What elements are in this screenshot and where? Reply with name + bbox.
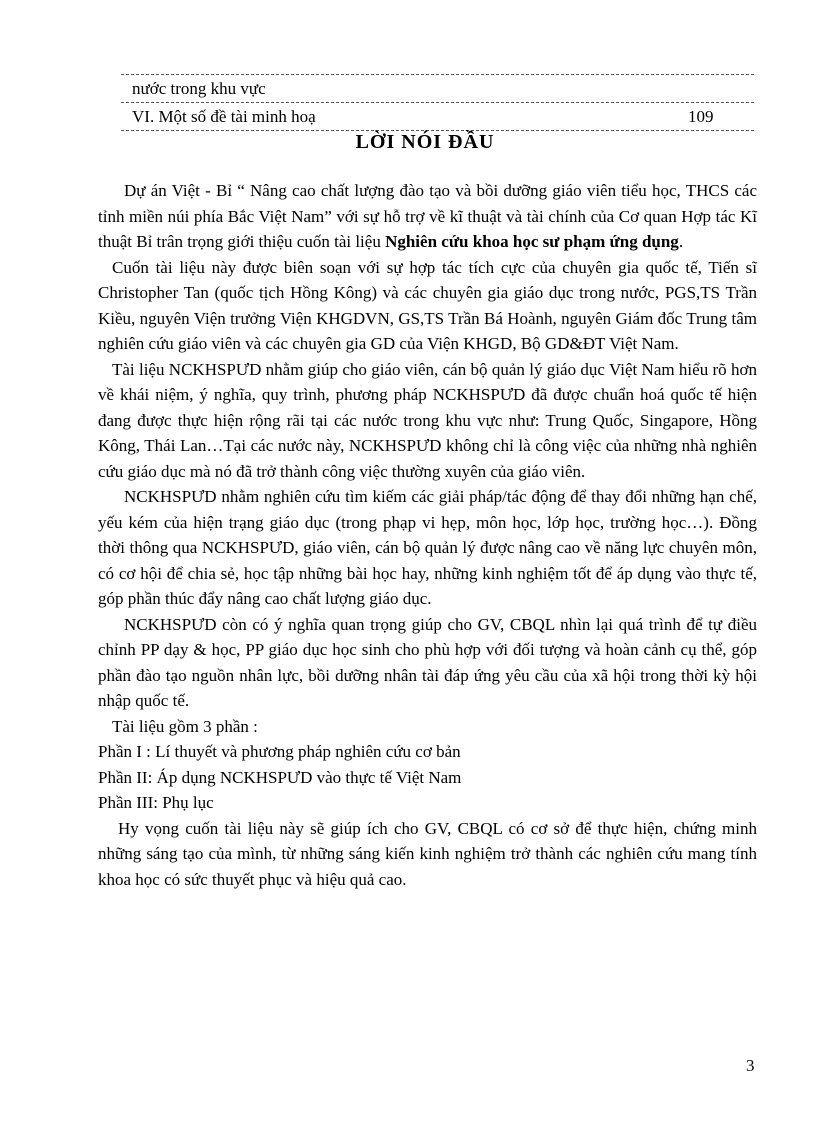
- page-title: LỜI NÓI ĐẦU: [355, 131, 495, 153]
- paragraph-intro-end: .: [678, 232, 684, 251]
- table-of-contents-fragment: [121, 74, 754, 131]
- toc-row: [121, 74, 754, 102]
- toc-entry-text: VI. Một số đề tài minh hoạ: [132, 107, 316, 126]
- list-item-part-3: Phần III: Phụ lục: [98, 793, 214, 812]
- paragraph-closing: Hy vọng cuốn tài liệu này sẽ giúp ích cho GV, CBQL có cơ sở để thực hiện, chứng minh những sáng tạo của mình, từ những sáng kiến kinh nghiệm trở thành các nghiên cứu mang tính khoa học có sức thuyết phục và hiệu quả cao.: [98, 818, 757, 889]
- paragraph-structure: Tài liệu gồm 3 phần :: [112, 716, 258, 736]
- paragraph-goals: NCKHSPƯD nhằm nghiên cứu tìm kiếm các giải pháp/tác động để thay đổi những hạn chế, yếu kém của hiện trạng giáo dục (trong phạp vi hẹp, môn học, lớp học, trường học…). Đồng thời thông qua NCKHSPƯD, giáo viên, cán bộ quản lý được nâng cao về năng lực chuyên môn, có cơ hội để chia sẻ, học tập những bài học hay, những kinh nghiệm tốt để áp dụng vào thực tế, góp phần thúc đẩy nâng cao chất lượng giáo dục.: [98, 487, 757, 608]
- list-item-part-2: Phần II: Áp dụng NCKHSPƯD vào thực tế Việt Nam: [98, 767, 462, 787]
- list-item-part-1: Phần I : Lí thuyết và phương pháp nghiên cứu cơ bản: [98, 742, 461, 761]
- toc-entry-page: 109: [688, 107, 714, 126]
- book-title-emphasis: Nghiên cứu khoa học sư phạm ứng dụng: [385, 232, 679, 251]
- toc-row: [121, 102, 754, 131]
- paragraph-significance: NCKHSPƯD còn có ý nghĩa quan trọng giúp cho GV, CBQL nhìn lại quá trình để tự điều chỉnh PP dạy & học, PP giáo dục học sinh cho phù hợp với đối tượng và hoàn cảnh cụ thể, góp phần đào tạo nguồn nhân lực, bồi dưỡng nhân tài đáp ứng yêu cầu của xã hội trong thời kỳ hội nhập quốc tế.: [98, 614, 757, 710]
- paragraph-intro-text: Dự án Việt - Bỉ “ Nâng cao chất lượng đào tạo và bồi dưỡng giáo viên tiểu học, THCS các tỉnh miền núi phía Bắc Việt Nam” với sự hỗ trợ về kĩ thuật và tài chính của Cơ quan Hợp tác Kĩ thuật Bỉ trân trọng giới thiệu cuốn tài liệu: [98, 181, 757, 251]
- paragraph-purpose: Tài liệu NCKHSPƯD nhằm giúp cho giáo viên, cán bộ quản lý giáo dục Việt Nam hiểu rõ hơn về khái niệm, ý nghĩa, quy trình, phương pháp NCKHSPƯD đã được chuẩn hoá quốc tế hiện đang được thực hiện rộng rãi tại các nước trong khu vực như: Trung Quốc, Singapore, Hồng Kông, Thái Lan…Tại các nước này, NCKHSPƯD không chỉ là công việc của những nhà nghiên cứu giáo dục mà nó đã trở thành công việc thường xuyên của giáo viên.: [98, 359, 757, 481]
- page-number: 3: [746, 1056, 755, 1075]
- toc-entry-text: nước trong khu vực: [132, 79, 266, 98]
- paragraph-authors: Cuốn tài liệu này được biên soạn với sự hợp tác tích cực của chuyên gia quốc tế, Tiến sĩ Christopher Tan (quốc tịch Hồng Kông) và các chuyên gia giáo dục trong nước, PGS,TS Trần Kiều, nguyên Viện trưởng Viện KHGDVN, GS,TS Trần Bá Hoành, nguyên Giám đốc Trung tâm nghiên cứu giáo viên và các chuyên gia GD của Viện KHGD, Bộ GD&ĐT Việt Nam.: [98, 257, 757, 353]
- document-body: [98, 178, 757, 892]
- paragraph-intro: [98, 178, 757, 255]
